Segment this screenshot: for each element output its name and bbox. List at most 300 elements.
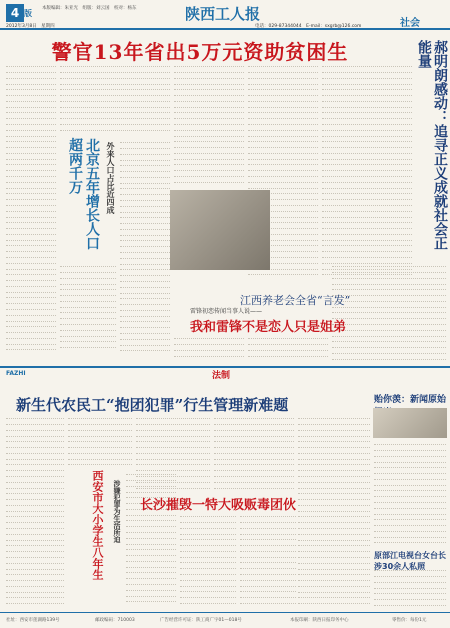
text-line [174,178,244,183]
text-line [6,91,56,96]
text-line [136,414,210,419]
text-column [240,512,296,608]
footer-address: 社址：西安市莲湖路139号 [6,618,60,623]
text-line [6,564,64,569]
text-line [298,541,370,546]
text-line [322,68,412,73]
text-line [248,85,318,90]
text-line [214,426,294,431]
text-line [6,460,64,465]
text-line [60,337,116,342]
text-line [120,283,170,288]
text-line [298,478,370,483]
text-line [126,586,176,591]
text-line [120,346,170,351]
text-line [240,587,296,592]
text-line [374,492,446,497]
text-line [174,79,244,84]
right-box-headline-2: 原部江电视台女台长涉30余人私照 [374,551,446,571]
text-line [298,512,370,517]
text-line [60,274,116,279]
text-line [120,329,170,334]
text-line [60,320,116,325]
text-line [174,155,244,160]
text-line [322,143,412,148]
text-line [298,437,370,442]
text-line [126,534,176,539]
text-line [120,150,170,155]
text-line [174,74,244,79]
text-line [6,224,56,229]
text-line [332,268,446,273]
text-line [6,437,64,442]
page-number: 4 [6,4,24,22]
text-line [120,277,170,282]
text-line [322,62,412,67]
text-line [6,85,56,90]
text-line [6,207,56,212]
text-line [174,68,244,73]
text-line [298,454,370,459]
text-line [374,457,446,462]
text-line [322,207,412,212]
text-line [126,568,176,573]
text-line [214,420,294,425]
text-line [298,518,370,523]
mid-subhead: 雷锋初恋传闻当事人说—— [190,308,263,315]
text-line [248,108,318,113]
text-line [180,576,236,581]
text-line [374,583,446,588]
text-line [332,326,446,331]
text-line [298,443,370,448]
text-line [136,449,210,454]
text-line [6,270,56,275]
text-line [248,74,318,79]
text-line [180,535,236,540]
text-line [322,131,412,136]
text-column [248,334,328,362]
mid-kicker: 江西养老会全省“言发” [240,294,351,307]
text-line [6,535,64,540]
text-line [374,572,446,577]
text-line [180,599,236,604]
text-line [6,541,64,546]
text-line [248,346,328,351]
text-line [248,68,318,73]
text-line [126,516,176,521]
text-line [60,97,170,102]
text-column [174,62,244,187]
text-line [6,230,56,235]
text-line [6,160,56,165]
text-line [60,326,116,331]
text-line [120,242,170,247]
text-line [120,155,170,160]
text-line [120,317,170,322]
text-line [174,346,244,351]
text-line [240,593,296,598]
text-line [120,213,170,218]
text-line [68,431,132,436]
text-line [6,530,64,535]
text-line [6,282,56,287]
text-line [248,126,318,131]
text-line [6,420,64,425]
text-line [60,68,170,73]
text-line [248,114,318,119]
text-line [374,538,446,543]
text-line [6,576,64,581]
text-line [322,218,412,223]
text-line [298,489,370,494]
text-line [126,545,176,550]
text-line [6,328,56,333]
text-line [322,91,412,96]
text-line [180,593,236,598]
text-line [6,178,56,183]
text-line [174,143,244,148]
text-line [6,553,64,558]
text-line [248,79,318,84]
text-line [120,288,170,293]
text-line [6,143,56,148]
text-line [248,137,318,142]
text-line [248,155,318,160]
text-line [174,340,244,345]
text-line [322,166,412,171]
text-line [6,518,64,523]
text-line [248,160,318,165]
text-line [180,581,236,586]
text-column [6,414,64,608]
text-line [6,305,56,310]
text-line [240,570,296,575]
text-line [136,437,210,442]
text-line [126,574,176,579]
text-line [6,201,56,206]
text-line [374,475,446,480]
text-line [136,466,210,471]
text-line [248,120,318,125]
text-line [60,343,116,348]
text-line [6,466,64,471]
text-line [120,167,170,172]
text-column [180,512,236,608]
text-column [68,414,132,468]
text-line [322,241,412,246]
text-line [298,564,370,569]
text-line [120,311,170,316]
text-line [60,285,116,290]
text-line [6,489,64,494]
text-column [298,414,370,608]
newspaper-masthead: 陕西工人报 [185,5,261,23]
text-line [332,314,446,319]
text-column [6,62,56,352]
text-line [6,587,64,592]
text-line [240,599,296,604]
text-line [240,541,296,546]
text-line [126,557,176,562]
text-line [120,248,170,253]
legal-section-tag: FAZHI [6,370,26,377]
text-line [60,62,170,67]
text-line [374,463,446,468]
text-line [180,524,236,529]
text-line [60,291,116,296]
text-line [60,279,116,284]
text-line [6,293,56,298]
text-line [174,62,244,67]
text-line [6,212,56,217]
text-line [298,576,370,581]
text-line [332,349,446,354]
text-line [374,509,446,514]
text-line [120,236,170,241]
text-line [298,472,370,477]
text-line [6,120,56,125]
text-line [180,529,236,534]
text-line [322,230,412,235]
text-line [126,522,176,527]
text-line [6,478,64,483]
text-line [6,137,56,142]
text-line [214,466,294,471]
text-line [6,74,56,79]
text-line [322,137,412,142]
text-line [174,172,244,177]
text-line [332,279,446,284]
text-line [60,126,170,131]
text-line [174,351,244,356]
drug-headline: 长沙摧毁一特大吸贩毒团伙 [140,498,297,513]
text-line [214,472,294,477]
text-line [298,501,370,506]
text-line [298,535,370,540]
text-line [332,343,446,348]
text-line [60,308,116,313]
text-line [126,563,176,568]
text-line [214,449,294,454]
text-column [174,334,244,362]
text-line [298,495,370,500]
text-line [6,68,56,73]
text-line [126,580,176,585]
text-line [68,449,132,454]
footer-price: 零售价：每份1元 [392,618,427,623]
text-line [120,254,170,259]
text-line [6,195,56,200]
text-line [374,486,446,491]
text-line [214,454,294,459]
text-line [298,524,370,529]
text-line [298,460,370,465]
text-line [120,190,170,195]
text-line [174,91,244,96]
text-line [174,97,244,102]
text-line [60,108,170,113]
text-line [248,270,318,275]
text-line [174,108,244,113]
text-column [126,470,176,608]
text-line [6,570,64,575]
text-line [298,431,370,436]
text-line [322,235,412,240]
text-line [120,144,170,149]
text-line [374,578,446,583]
text-line [6,235,56,240]
text-line [214,437,294,442]
text-line [180,558,236,563]
text-line [248,166,318,171]
text-line [120,161,170,166]
text-line [298,426,370,431]
text-column [120,138,170,353]
text-line [60,268,116,273]
footer-license: 广告经营许可证：陕工商广字01—018号 [160,618,242,623]
text-line [120,294,170,299]
text-line [248,183,318,188]
text-line [60,85,170,90]
text-line [120,259,170,264]
text-line [298,507,370,512]
text-line [6,431,64,436]
text-line [6,414,64,419]
text-line [180,518,236,523]
text-line [248,131,318,136]
text-line [126,528,176,533]
text-line [332,274,446,279]
text-line [248,97,318,102]
text-line [240,564,296,569]
text-line [248,178,318,183]
text-line [298,530,370,535]
contact-info: 电话：029-87344044 E-mail：sxgrb@126.com [255,24,362,29]
text-line [322,160,412,165]
text-line [68,420,132,425]
text-line [6,426,64,431]
text-line [120,178,170,183]
text-line [136,431,210,436]
text-line [322,189,412,194]
text-line [120,207,170,212]
text-line [298,547,370,552]
text-line [374,533,446,538]
text-line [6,172,56,177]
text-line [6,253,56,258]
text-line [298,582,370,587]
text-line [240,547,296,552]
text-line [374,446,446,451]
text-column [60,262,116,352]
text-line [298,559,370,564]
text-line [6,166,56,171]
text-line [6,483,64,488]
text-line [322,155,412,160]
text-line [120,265,170,270]
text-line [180,587,236,592]
text-line [6,345,56,350]
text-line [6,501,64,506]
text-line [180,541,236,546]
text-line [214,443,294,448]
main-headline: 警官13年省出5万元资助贫困生 [51,40,349,64]
text-line [240,558,296,563]
text-line [374,521,446,526]
left-vertical-headline: 北京五年增长人口超两千万 [67,138,100,250]
text-line [136,420,210,425]
text-line [6,512,64,517]
text-line [322,195,412,200]
text-line [298,483,370,488]
text-line [298,587,370,592]
text-line [60,314,116,319]
text-line [120,306,170,311]
text-line [68,443,132,448]
text-line [6,149,56,154]
footer-postcode: 邮政编码：710003 [95,618,135,623]
text-line [240,535,296,540]
text-line [6,299,56,304]
text-line [374,440,446,445]
text-line [214,431,294,436]
text-line [322,149,412,154]
text-line [120,196,170,201]
text-line [6,559,64,564]
text-line [248,91,318,96]
text-line [214,460,294,465]
text-line [6,524,64,529]
text-line [60,91,170,96]
text-line [6,582,64,587]
text-line [6,247,56,252]
text-line [60,79,170,84]
text-line [6,259,56,264]
text-line [174,120,244,125]
text-line [136,443,210,448]
text-line [120,202,170,207]
editor-credits: 本版编辑：朱亚光 组版：刘云国 校对：杨东 [42,6,137,11]
text-line [6,322,56,327]
text-line [180,547,236,552]
text-line [174,137,244,142]
text-line [240,518,296,523]
text-line [126,551,176,556]
text-line [240,529,296,534]
text-line [6,189,56,194]
text-line [174,131,244,136]
text-line [126,591,176,596]
text-line [6,102,56,107]
text-line [6,593,64,598]
text-column [60,62,170,136]
text-line [60,331,116,336]
left-vertical-subhead: 外来人口占比近四成 [106,142,116,214]
text-line [60,120,170,125]
text-line [332,285,446,290]
footer-printer: 本报印刷：陕西日报印务中心 [290,618,349,623]
page-footer [0,612,450,628]
text-line [240,524,296,529]
text-line [248,62,318,67]
text-line [322,247,412,252]
text-line [248,149,318,154]
text-column [374,440,446,546]
text-line [6,443,64,448]
text-line [6,218,56,223]
text-line [136,426,210,431]
